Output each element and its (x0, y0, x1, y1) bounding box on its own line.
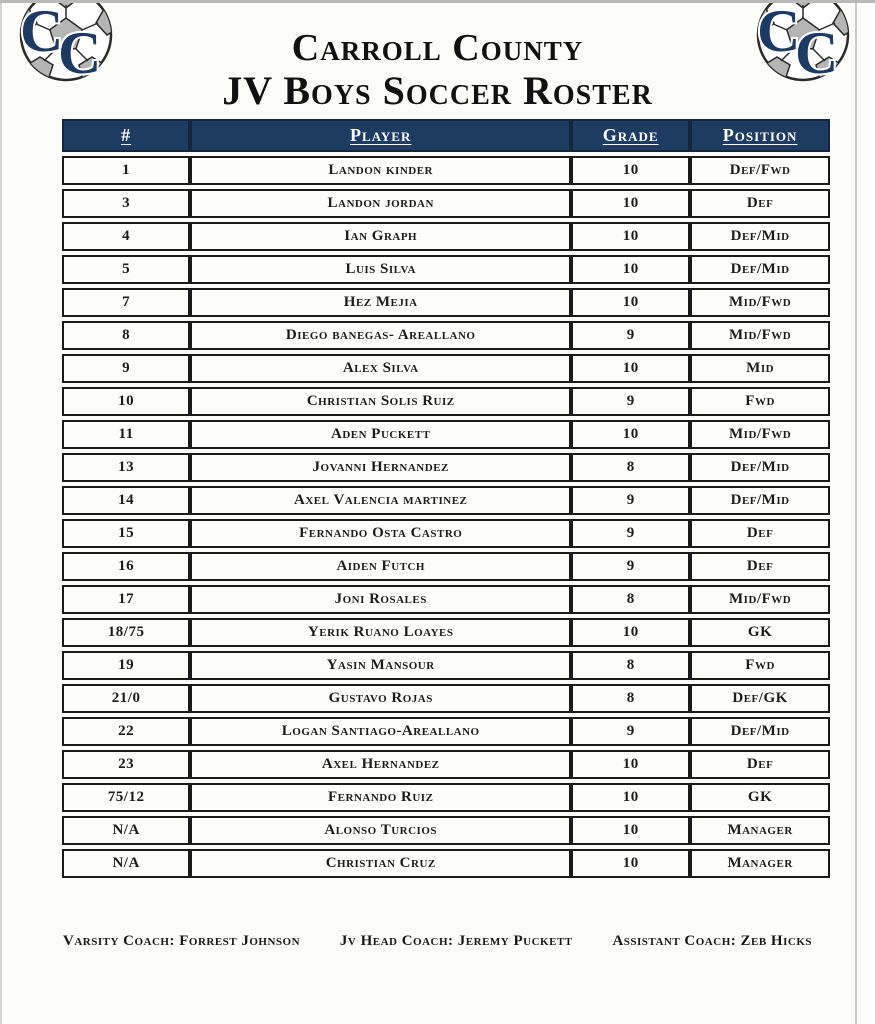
player-name: Hez Mejia (190, 288, 571, 317)
player-position: Mid/Fwd (690, 321, 830, 350)
table-row (62, 519, 830, 548)
player-number: 13 (62, 453, 190, 482)
player-number: 5 (62, 255, 190, 284)
player-grade: 10 (571, 189, 690, 218)
player-name: Yerik Ruano Loayes (190, 618, 571, 647)
col-header-grade: Grade (571, 119, 690, 152)
player-position: Def (690, 750, 830, 779)
logo-letter-c1: C (757, 0, 801, 64)
player-grade: 8 (571, 684, 690, 713)
player-position: GK (690, 783, 830, 812)
table-row (62, 453, 830, 482)
player-number: 4 (62, 222, 190, 251)
player-position: Def (690, 189, 830, 218)
page-edge-right (855, 3, 857, 1024)
player-number: 14 (62, 486, 190, 515)
player-number: 3 (62, 189, 190, 218)
player-name: Christian Solis Ruiz (190, 387, 571, 416)
player-grade: 10 (571, 816, 690, 845)
player-name: Ian Graph (190, 222, 571, 251)
player-grade: 10 (571, 255, 690, 284)
player-number: 1 (62, 156, 190, 185)
table-row (62, 816, 830, 845)
player-number: 7 (62, 288, 190, 317)
table-row (62, 651, 830, 680)
table-row (62, 321, 830, 350)
table-row (62, 585, 830, 614)
table-row (62, 486, 830, 515)
table-row (62, 288, 830, 317)
player-grade: 9 (571, 519, 690, 548)
page-title-line1: Carroll County (291, 27, 584, 69)
table-row (62, 189, 830, 218)
player-position: Mid/Fwd (690, 288, 830, 317)
player-name: Landon jordan (190, 189, 571, 218)
player-position: Def/GK (690, 684, 830, 713)
table-row (62, 618, 830, 647)
player-position: Def/Mid (690, 222, 830, 251)
player-position: Def/Mid (690, 486, 830, 515)
player-grade: 10 (571, 222, 690, 251)
page-title-line2: JV Boys Soccer Roster (222, 68, 653, 113)
player-grade: 9 (571, 321, 690, 350)
player-name: Aiden Futch (190, 552, 571, 581)
player-number: 21/0 (62, 684, 190, 713)
col-header-number: # (62, 119, 190, 152)
player-number: 19 (62, 651, 190, 680)
player-name: Christian Cruz (190, 849, 571, 878)
player-grade: 10 (571, 849, 690, 878)
logo-letter-c1: C (20, 0, 64, 64)
player-number: 18/75 (62, 618, 190, 647)
player-position: Def/Mid (690, 255, 830, 284)
player-name: Luis Silva (190, 255, 571, 284)
table-row (62, 354, 830, 383)
player-grade: 10 (571, 420, 690, 449)
player-grade: 9 (571, 552, 690, 581)
player-grade: 10 (571, 288, 690, 317)
col-header-player: Player (190, 119, 571, 152)
player-position: Def/Fwd (690, 156, 830, 185)
logo-letter-c2: C (58, 20, 102, 86)
player-grade: 8 (571, 453, 690, 482)
player-name: Jovanni Hernandez (190, 453, 571, 482)
coaches-footer (0, 933, 875, 950)
assistant-coach-label: Assistant Coach: Zeb Hicks (612, 933, 812, 949)
player-grade: 10 (571, 354, 690, 383)
roster-table (62, 115, 830, 882)
player-number: 8 (62, 321, 190, 350)
player-grade: 10 (571, 750, 690, 779)
table-row (62, 387, 830, 416)
player-grade: 10 (571, 618, 690, 647)
table-row (62, 750, 830, 779)
player-grade: 9 (571, 486, 690, 515)
table-row (62, 255, 830, 284)
player-number: 75/12 (62, 783, 190, 812)
player-position: GK (690, 618, 830, 647)
player-name: Fernando Osta Castro (190, 519, 571, 548)
player-number: 9 (62, 354, 190, 383)
player-position: Mid/Fwd (690, 585, 830, 614)
table-row (62, 222, 830, 251)
logo-letter-c2: C (795, 20, 839, 86)
player-grade: 9 (571, 717, 690, 746)
player-number: 22 (62, 717, 190, 746)
col-header-position: Position (690, 119, 830, 152)
player-position: Def (690, 519, 830, 548)
table-row (62, 552, 830, 581)
player-name: Landon kinder (190, 156, 571, 185)
table-row (62, 156, 830, 185)
player-number: 15 (62, 519, 190, 548)
player-position: Mid (690, 354, 830, 383)
player-name: Alex Silva (190, 354, 571, 383)
player-grade: 10 (571, 783, 690, 812)
player-number: 11 (62, 420, 190, 449)
player-name: Diego banegas- Areallano (190, 321, 571, 350)
player-number: N/A (62, 849, 190, 878)
player-position: Mid/Fwd (690, 420, 830, 449)
player-name: Gustavo Rojas (190, 684, 571, 713)
table-header-row (62, 119, 830, 152)
player-number: N/A (62, 816, 190, 845)
table-row (62, 783, 830, 812)
player-grade: 8 (571, 651, 690, 680)
player-number: 23 (62, 750, 190, 779)
player-position: Manager (690, 816, 830, 845)
player-position: Manager (690, 849, 830, 878)
player-position: Def (690, 552, 830, 581)
player-name: Aden Puckett (190, 420, 571, 449)
player-number: 10 (62, 387, 190, 416)
player-grade: 10 (571, 156, 690, 185)
player-position: Def/Mid (690, 453, 830, 482)
table-row (62, 849, 830, 878)
player-name: Joni Rosales (190, 585, 571, 614)
jv-head-coach-label: Jv Head Coach: Jeremy Puckett (339, 933, 573, 949)
player-name: Fernando Ruiz (190, 783, 571, 812)
player-name: Logan Santiago-Areallano (190, 717, 571, 746)
player-position: Fwd (690, 387, 830, 416)
player-position: Fwd (690, 651, 830, 680)
player-name: Yasin Mansour (190, 651, 571, 680)
table-row (62, 717, 830, 746)
player-grade: 8 (571, 585, 690, 614)
player-name: Alonso Turcios (190, 816, 571, 845)
player-position: Def/Mid (690, 717, 830, 746)
player-number: 17 (62, 585, 190, 614)
table-row (62, 420, 830, 449)
player-name: Axel Hernandez (190, 750, 571, 779)
varsity-coach-label: Varsity Coach: Forrest Johnson (63, 933, 301, 949)
player-number: 16 (62, 552, 190, 581)
table-row (62, 684, 830, 713)
player-grade: 9 (571, 387, 690, 416)
page-edge-left (0, 3, 2, 1024)
player-name: Axel Valencia martinez (190, 486, 571, 515)
